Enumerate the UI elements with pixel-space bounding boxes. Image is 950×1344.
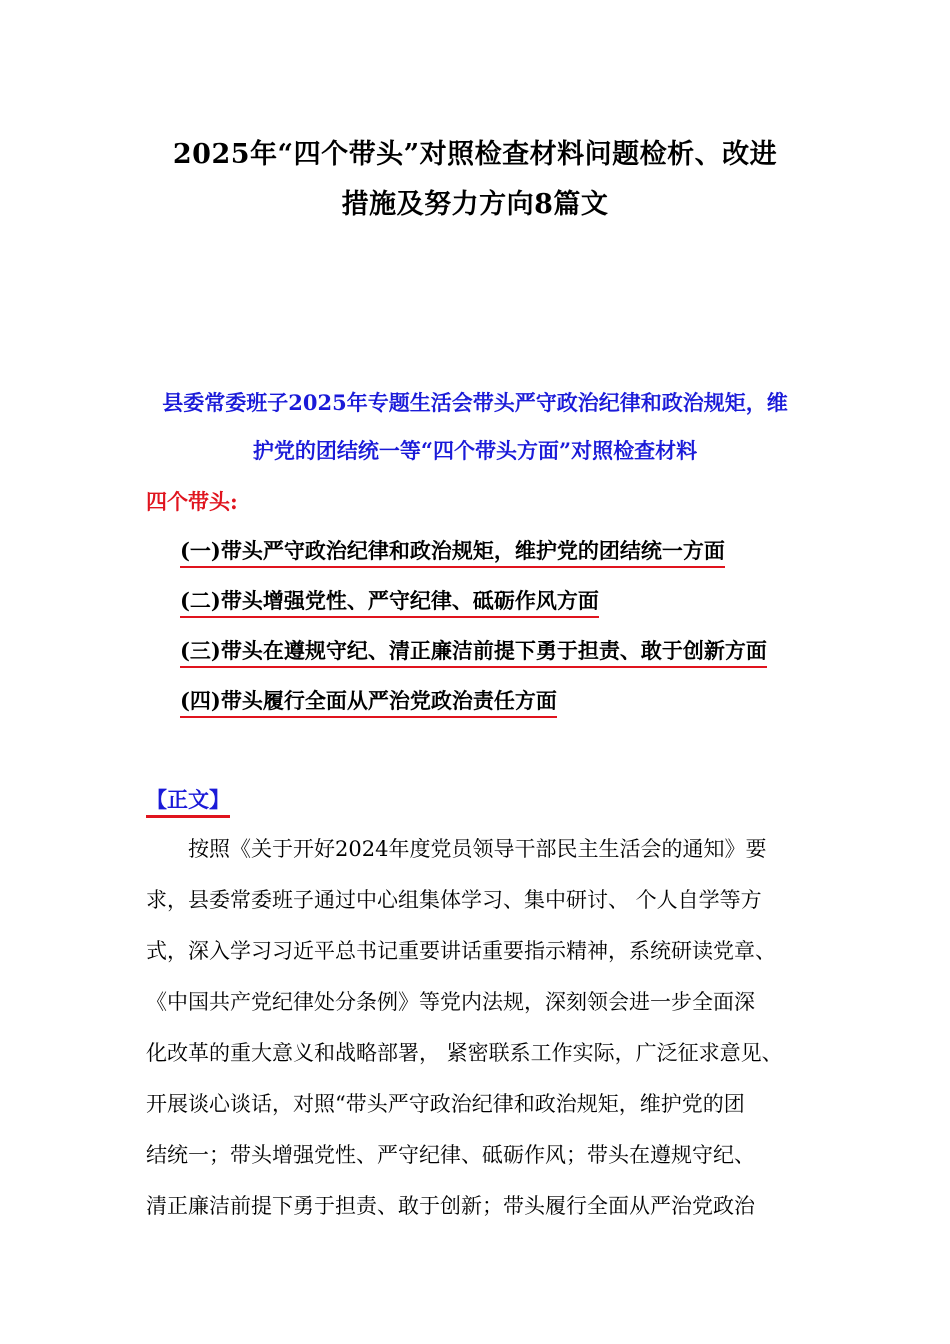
- four-leads-item-1: (一)带头严守政治纪律和政治规矩，维护党的团结统一方面: [180, 535, 725, 568]
- body-paragraph-line: 式，深入学习习近平总书记重要讲话重要指示精神，系统研读党章、: [146, 939, 776, 963]
- body-paragraph-line: 开展谈心谈话，对照“带头严守政治纪律和政治规矩，维护党的团: [146, 1092, 745, 1116]
- body-paragraph-line: 求，县委常委班子通过中心组集体学习、集中研讨、 个人自学等方: [146, 888, 762, 912]
- subheading-line-2: 护党的团结统一等“四个带头方面”对照检查材料: [252, 438, 698, 463]
- four-leads-item-2: (二)带头增强党性、严守纪律、砥砺作风方面: [180, 585, 599, 618]
- four-leads-item-3: (三)带头在遵规守纪、清正廉洁前提下勇于担责、敢于创新方面: [180, 635, 767, 668]
- body-paragraph-line: 化改革的重大意义和战略部署， 紧密联系工作实际，广泛征求意见、: [146, 1041, 783, 1065]
- body-paragraph-line: 清正廉洁前提下勇于担责、敢于创新；带头履行全面从严治党政治: [146, 1194, 755, 1218]
- four-leads-item-4: (四)带头履行全面从严治党政治责任方面: [180, 685, 557, 718]
- document-title-line-1: 2025年“四个带头”对照检查材料问题检析、改进: [172, 139, 778, 170]
- body-paragraph-line: 《中国共产党纪律处分条例》等党内法规，深刻领会进一步全面深: [146, 990, 755, 1014]
- body-paragraph-line: 按照《关于开好2024年度党员领导干部民主生活会的通知》要: [188, 837, 767, 861]
- four-leads-label: 四个带头:: [146, 489, 238, 514]
- document-title-line-2: 措施及努力方向8篇文: [341, 189, 609, 220]
- main-text-section-tag: 【正文】: [146, 784, 230, 818]
- body-paragraph-line: 结统一；带头增强党性、严守纪律、砥砺作风；带头在遵规守纪、: [146, 1143, 755, 1167]
- subheading-line-1: 县委常委班子2025年专题生活会带头严守政治纪律和政治规矩，维: [162, 390, 788, 415]
